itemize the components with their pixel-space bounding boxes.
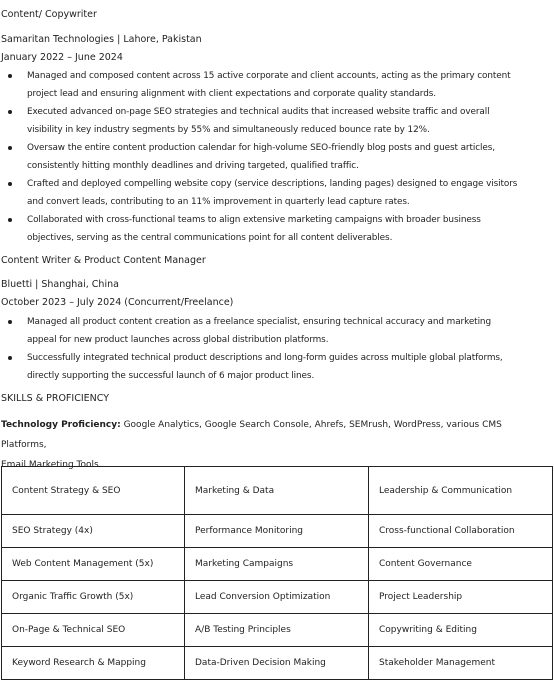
bullet-text: Collaborated with cross-functional teams to align extensive marketing campaigns with broader business xyxy=(27,215,481,225)
table-cell: A/B Testing Principles xyxy=(185,614,369,647)
table-cell: Web Content Management (5x) xyxy=(2,548,185,581)
table-row xyxy=(2,548,553,581)
list-item xyxy=(0,175,540,211)
bullet-text: Oversaw the entire content production calendar for high-volume SEO-friendly blog posts and guest articles, xyxy=(27,143,495,153)
table-row xyxy=(2,581,553,614)
table-header-cell: Leadership & Communication xyxy=(369,467,553,515)
job-bullets xyxy=(0,67,540,247)
company-location: Samaritan Technologies | Lahore, Pakistan xyxy=(1,34,202,45)
bullet-dot-icon xyxy=(8,110,12,114)
bullet-dot-icon xyxy=(8,320,12,324)
table-cell: Marketing Campaigns xyxy=(185,548,369,581)
job-title: Content/ Copywriter xyxy=(1,9,97,20)
table-cell: On-Page & Technical SEO xyxy=(2,614,185,647)
table-cell: Cross-functional Collaboration xyxy=(369,515,553,548)
job-dates: October 2023 – July 2024 (Concurrent/Freelance) xyxy=(1,297,234,308)
bullet-text: visibility in key industry segments by 55% and simultaneously reduced bounce rate by 12%. xyxy=(27,125,430,135)
table-cell: Keyword Research & Mapping xyxy=(2,647,185,680)
table-cell: Stakeholder Management xyxy=(369,647,553,680)
bullet-text: appeal for new product launches across global distribution platforms. xyxy=(27,335,329,345)
list-item xyxy=(0,139,540,175)
table-cell: Lead Conversion Optimization xyxy=(185,581,369,614)
section-heading: SKILLS & PROFICIENCY xyxy=(1,393,110,404)
tech-text: Email Marketing Tools. xyxy=(1,460,102,470)
bullet-dot-icon xyxy=(8,74,12,78)
list-item xyxy=(0,349,540,385)
bullet-dot-icon xyxy=(8,182,12,186)
bullet-text: project lead and ensuring alignment with client expectations and corporate quality standards. xyxy=(27,89,436,99)
list-item xyxy=(0,313,540,349)
job-bullets xyxy=(0,313,540,385)
table-header-cell: Content Strategy & SEO xyxy=(2,467,185,515)
bullet-text: Managed and composed content across 15 active corporate and client accounts, acting as the primary content xyxy=(27,71,511,81)
bullet-text: Successfully integrated technical product descriptions and long-form guides across multiple global platforms, xyxy=(27,353,503,363)
bullet-text: Executed advanced on-page SEO strategies and technical audits that increased website traffic and overall xyxy=(27,107,490,117)
bullet-dot-icon xyxy=(8,356,12,360)
table-cell: Organic Traffic Growth (5x) xyxy=(2,581,185,614)
table-row xyxy=(2,647,553,680)
table-cell: Project Leadership xyxy=(369,581,553,614)
table-header-row xyxy=(2,467,553,515)
table-cell: Performance Monitoring xyxy=(185,515,369,548)
bullet-dot-icon xyxy=(8,218,12,222)
tech-text: Google Analytics, Google Search Console, Ahrefs, SEMrush, WordPress, various CMS Platforms, xyxy=(1,420,502,450)
job-dates: January 2022 – June 2024 xyxy=(1,52,123,63)
job-title: Content Writer & Product Content Manager xyxy=(1,255,206,266)
bullet-text: consistently hitting monthly deadlines and driving targeted, qualified traffic. xyxy=(27,161,359,171)
bullet-text: and convert leads, contributing to an 11% improvement in quarterly lead capture rates. xyxy=(27,197,410,207)
table-cell: Copywriting & Editing xyxy=(369,614,553,647)
bullet-dot-icon xyxy=(8,146,12,150)
table-header-cell: Marketing & Data xyxy=(185,467,369,515)
table-cell: SEO Strategy (4x) xyxy=(2,515,185,548)
table-cell: Data-Driven Decision Making xyxy=(185,647,369,680)
list-item xyxy=(0,103,540,139)
list-item xyxy=(0,211,540,247)
bullet-text: objectives, serving as the central communications point for all content deliverables. xyxy=(27,233,393,243)
bullet-text: directly supporting the successful launch of 6 major product lines. xyxy=(27,371,315,381)
table-row xyxy=(2,614,553,647)
skills-table xyxy=(1,466,553,680)
bullet-text: Crafted and deployed compelling website copy (service descriptions, landing pages) designed to engage visitors xyxy=(27,179,518,189)
list-item xyxy=(0,67,540,103)
table-row xyxy=(2,515,553,548)
company-location: Bluetti | Shanghai, China xyxy=(1,279,119,290)
table-cell: Content Governance xyxy=(369,548,553,581)
bullet-text: Managed all product content creation as a freelance specialist, ensuring technical accuracy and marketing xyxy=(27,317,491,327)
tech-label: Technology Proficiency: xyxy=(1,420,121,430)
